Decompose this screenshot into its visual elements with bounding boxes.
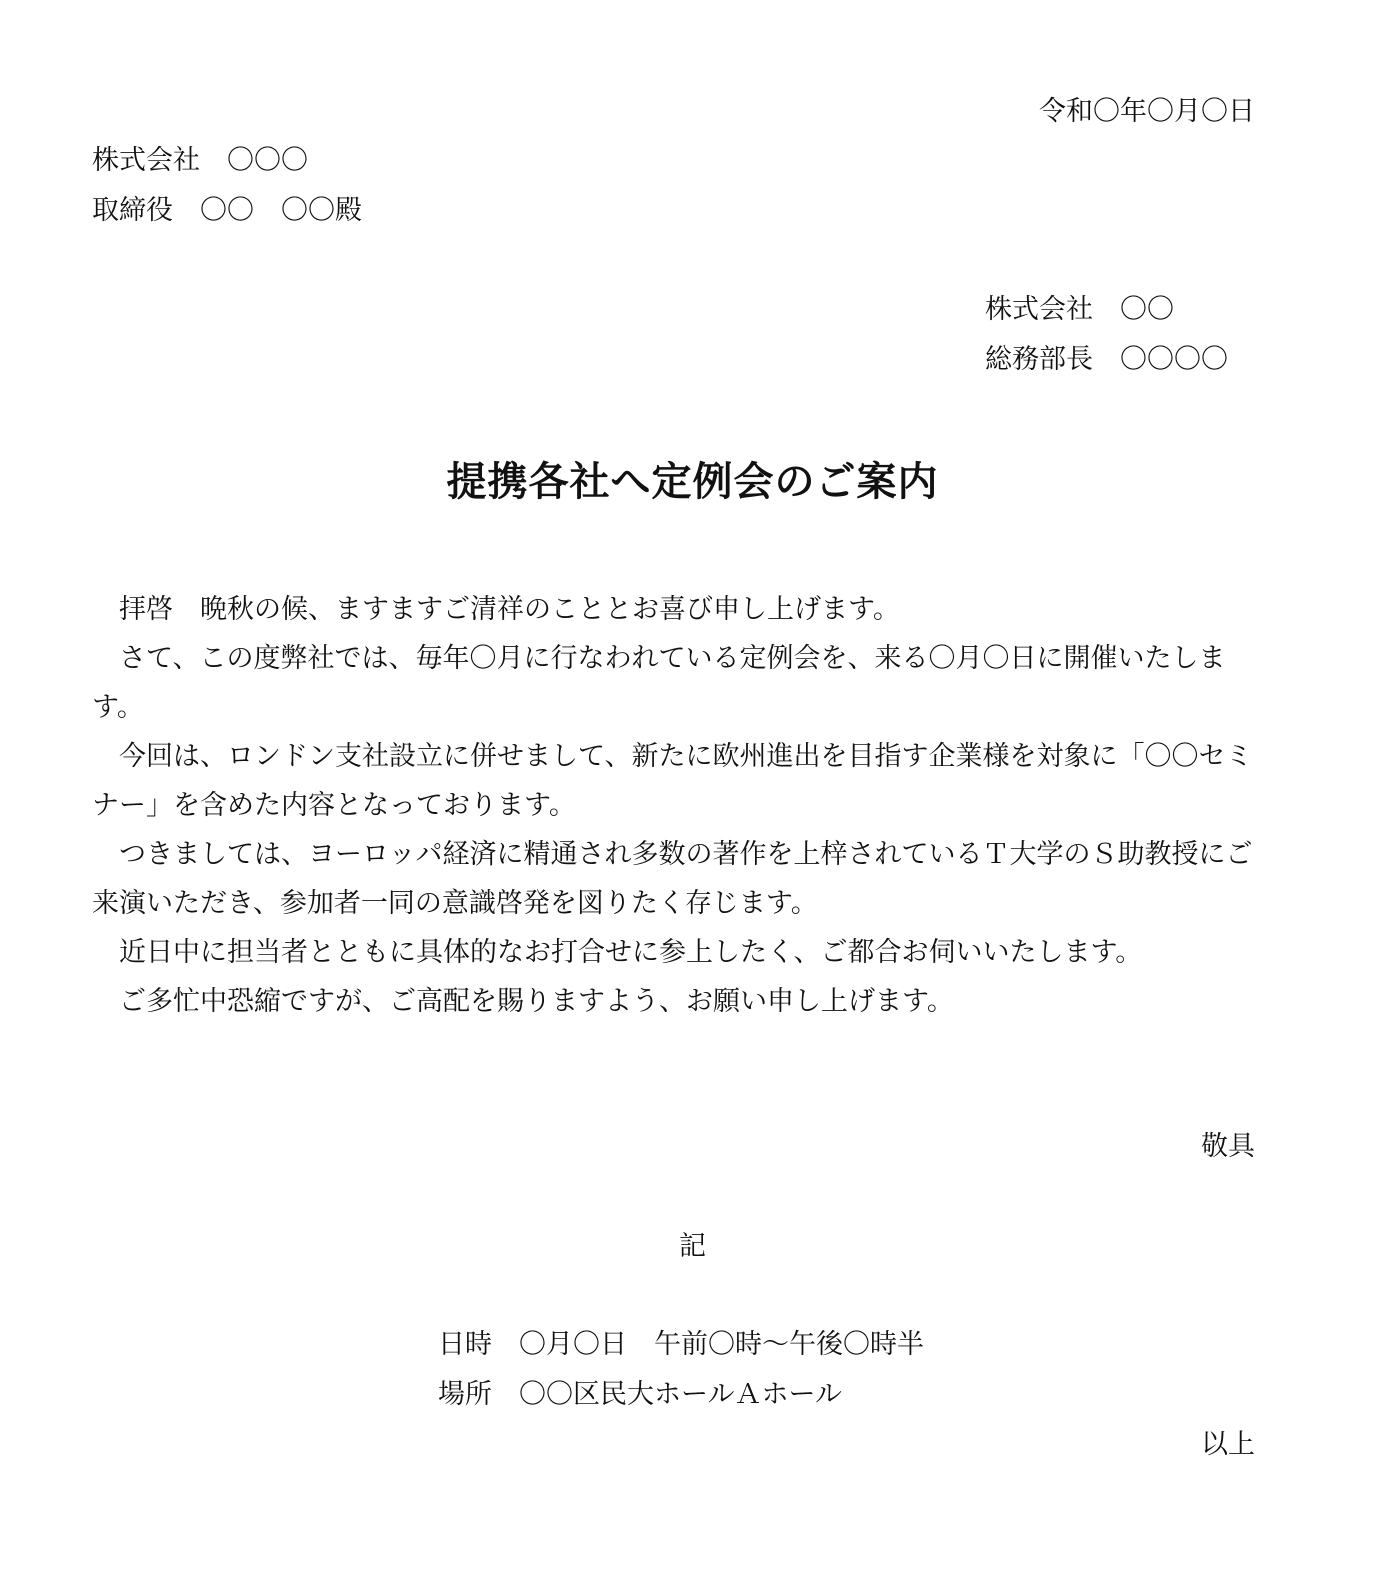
body-paragraph: さて、この度弊社では、毎年〇月に行なわれている定例会を、来る〇月〇日に開催いたします。 [92, 643, 1226, 723]
closing-keigu: 敬具 [1201, 1131, 1255, 1162]
ki-heading: 記 [679, 1231, 706, 1262]
body-paragraph: 近日中に担当者とともに具体的なお打合せに参上したく、ご都合お伺いいたします。 [119, 937, 1143, 968]
body-paragraph: 拝啓 晩秋の候、ますますご清祥のこととお喜び申し上げます。 [119, 594, 900, 625]
letter-title: 提携各社へ定例会のご案内 [446, 458, 939, 505]
detail-place: 場所 〇〇区民大ホールＡホール [438, 1379, 842, 1410]
recipient-person: 取締役 〇〇 〇〇殿 [92, 195, 362, 226]
letter-body [92, 585, 1262, 1026]
letter-date: 令和〇年〇月〇日 [1039, 96, 1255, 127]
body-paragraph: 今回は、ロンドン支社設立に併せまして、新たに欧州進出を目指す企業様を対象に「〇〇セミナー」を含めた内容となっております。 [92, 741, 1253, 821]
recipient-company: 株式会社 〇〇〇 [92, 145, 308, 176]
body-paragraph: ご多忙中恐縮ですが、ご高配を賜りますよう、お願い申し上げます。 [119, 986, 954, 1017]
body-paragraph: つきましては、ヨーロッパ経済に精通され多数の著作を上梓されているＴ大学のＳ助教授にご来演いただき、参加者一同の意識啓発を図りたく存じます。 [92, 839, 1253, 919]
sender-person: 総務部長 〇〇〇〇 [985, 344, 1228, 375]
closing-ijou: 以上 [1201, 1429, 1255, 1460]
detail-datetime: 日時 〇月〇日 午前〇時～午後〇時半 [438, 1329, 924, 1360]
sender-company: 株式会社 〇〇 [985, 294, 1174, 325]
